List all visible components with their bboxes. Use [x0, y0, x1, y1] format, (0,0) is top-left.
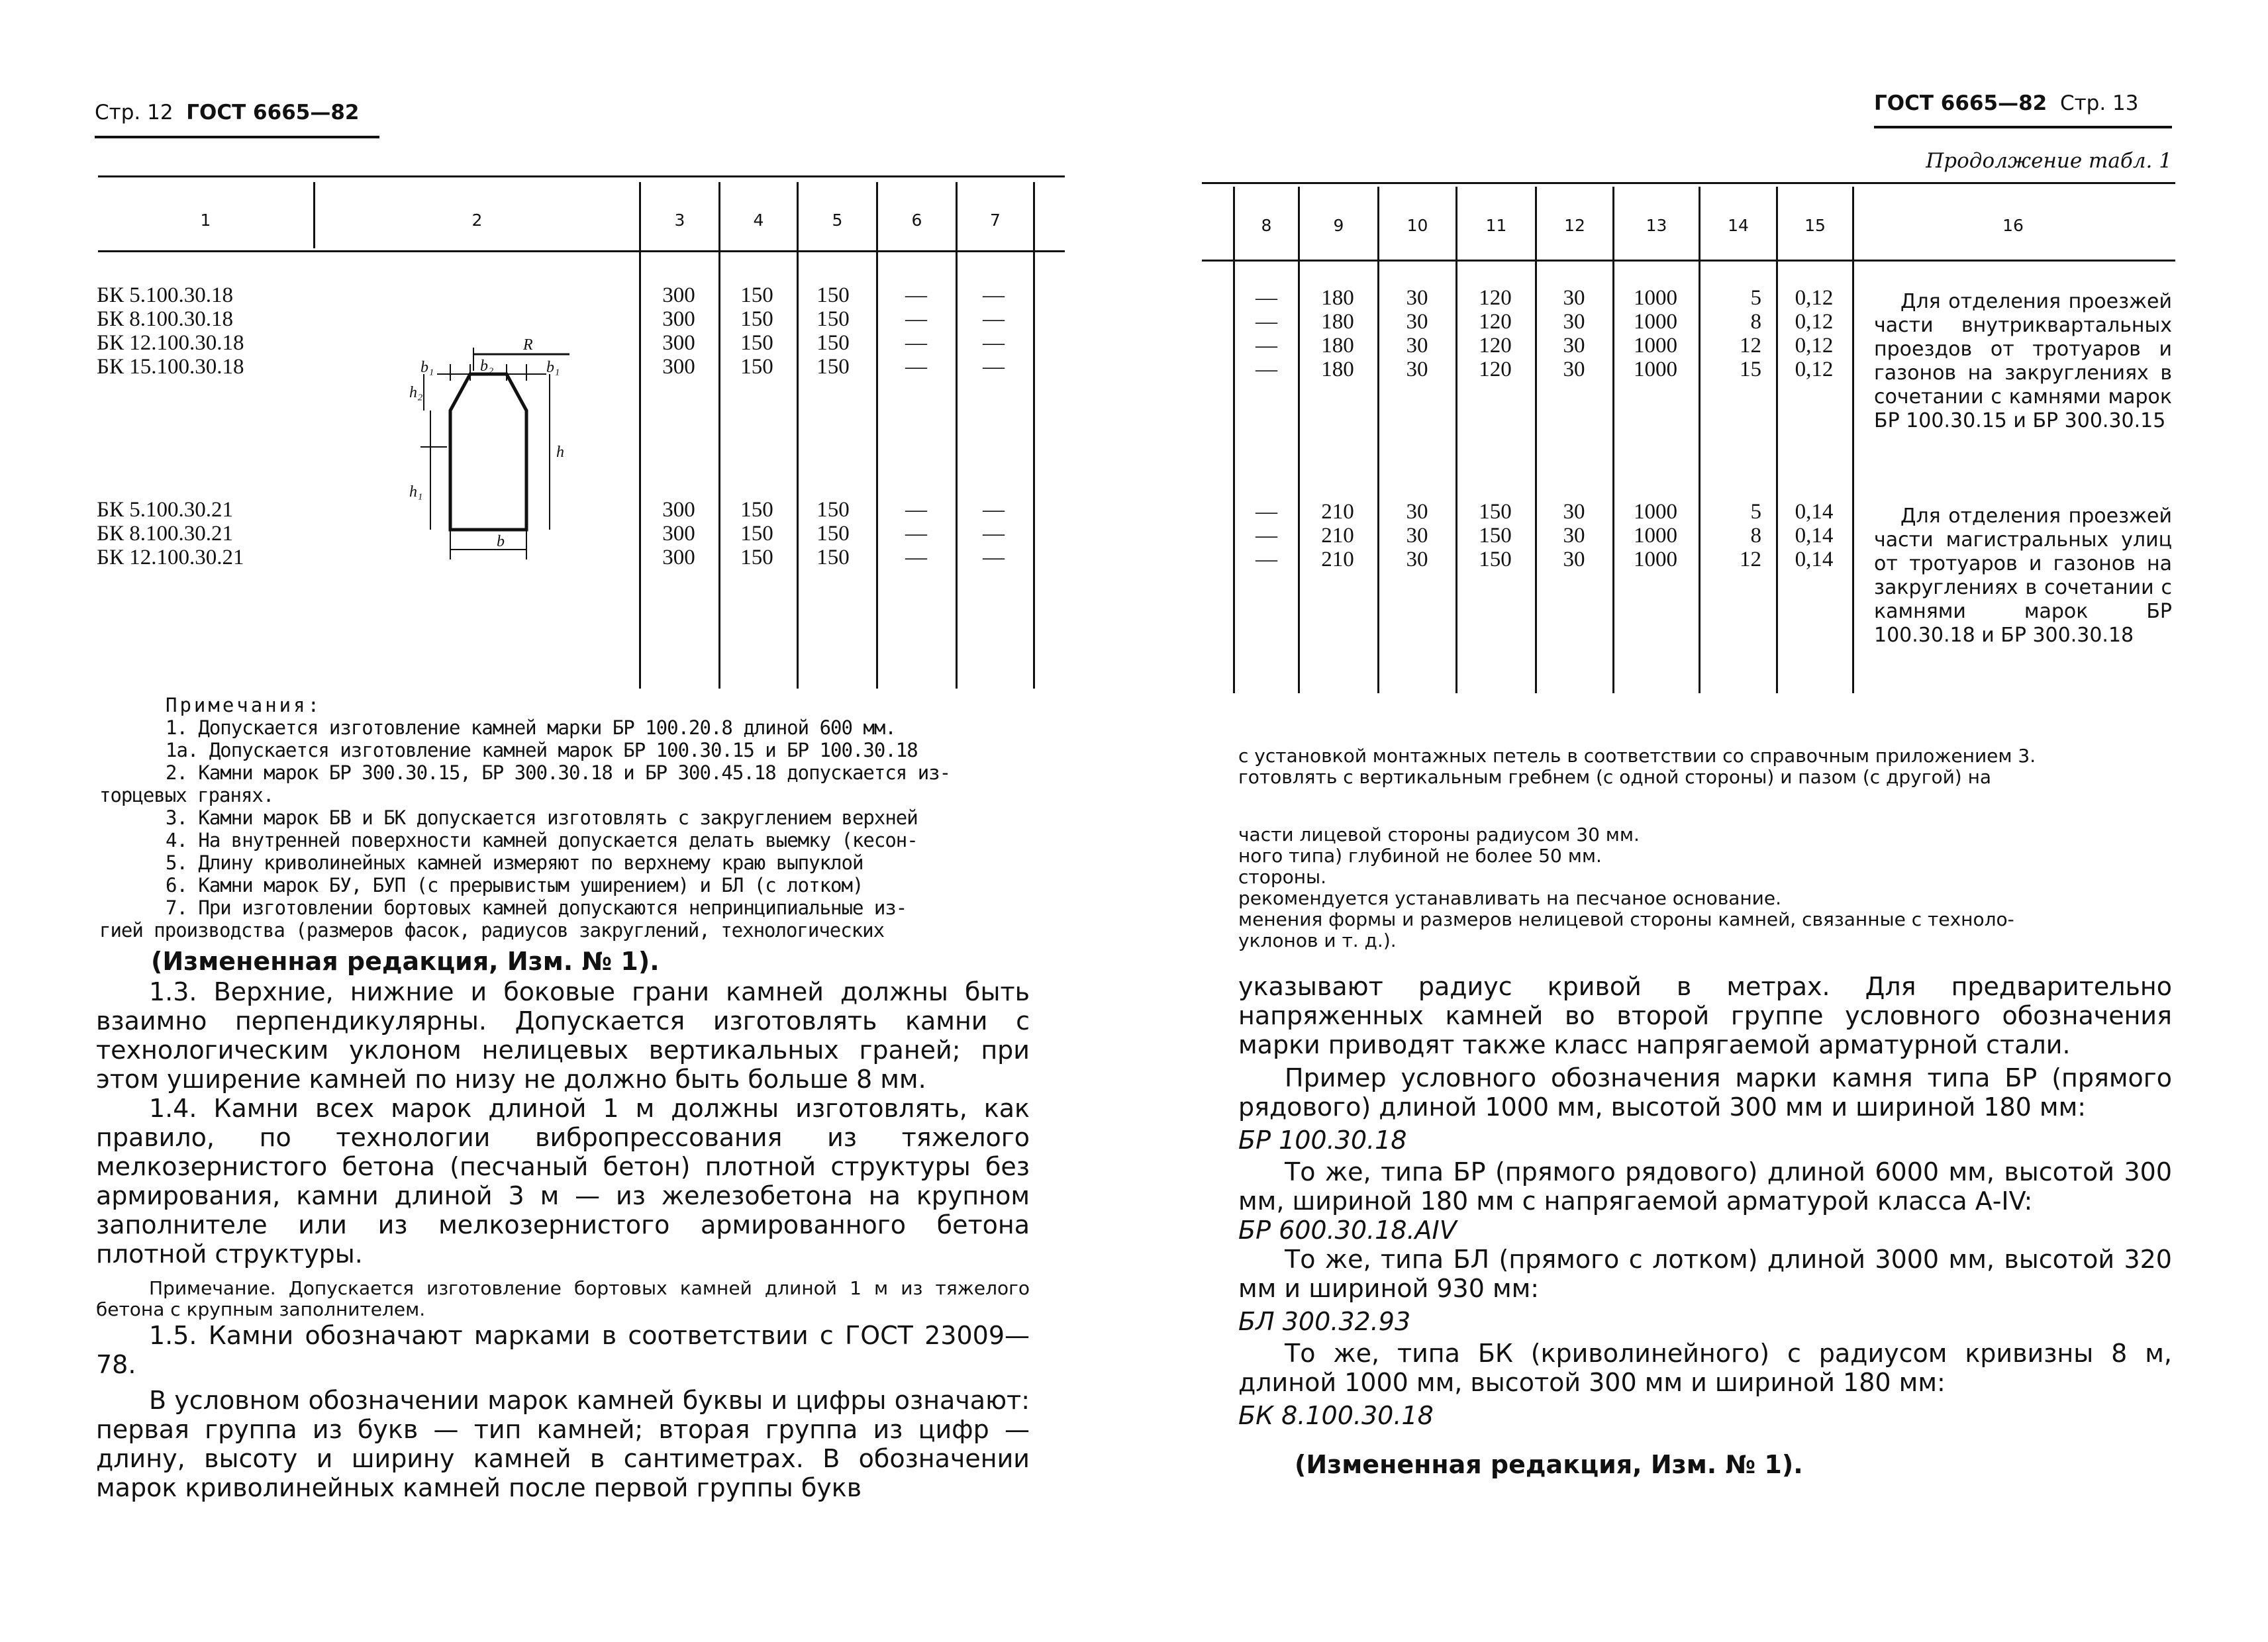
column-number: 2: [471, 211, 483, 230]
revision-note: (Измененная редакция, Изм. № 1).: [151, 947, 660, 976]
table-cell: —: [905, 283, 927, 307]
table-cell: 150: [740, 522, 773, 546]
table-top-rule: [1202, 182, 2175, 184]
main-text-left-2: [96, 1321, 1030, 1502]
drawing-label: b₁: [546, 359, 560, 376]
c10-group-1: [1391, 286, 1444, 381]
table-cell: —: [983, 307, 1005, 331]
note-line: 1. Допускается изготовление камней марки БР 100.20.8 длиной 600 мм.: [166, 716, 896, 739]
table-cell: 210: [1321, 548, 1354, 571]
table-cell: 0,12: [1795, 334, 1834, 358]
notes-title: Примечания:: [166, 694, 322, 716]
column-number: 1: [200, 211, 211, 230]
table-cell: 0,14: [1795, 524, 1834, 548]
right-gost-label: ГОСТ 6665—82: [1874, 91, 2047, 115]
table-cell: БК 5.100.30.21: [97, 498, 233, 522]
paragraph: То же, типа БЛ (прямого с лотком) длиной 3000 мм, высотой 320 мм и шириной 930 мм:: [1238, 1245, 2172, 1303]
c15-group-2: [1786, 500, 1842, 571]
table-cell: 8: [1750, 310, 1761, 334]
table-cell: 30: [1406, 334, 1428, 358]
drawing-label: b₁: [420, 359, 434, 376]
c14-group-1: [1708, 286, 1761, 381]
note-line: части лицевой стороны радиусом 30 мм.: [1238, 824, 1640, 845]
c7-group-2: [969, 498, 1018, 569]
table-cell: 210: [1321, 500, 1354, 524]
table-cell: 120: [1479, 358, 1512, 381]
note-line: уклонов и т. д.).: [1238, 930, 1397, 951]
paragraph: 1.3. Верхние, нижние и боковые грани камней должны быть взаимно перпендикулярны. Допускается изготовлять камни с технологическим уклоном нелицевых вертикальных граней; при этом уширение камней по низу не должно быть больше 8 мм.: [96, 977, 1030, 1094]
table-cell: 150: [816, 307, 850, 331]
example-intro: Пример условного обозначения марки камня типа БР (прямого рядового) длиной 1000 мм, высотой 300 мм и шириной 180 мм:: [1238, 1063, 2172, 1122]
main-text-right: [1238, 972, 2172, 1430]
col-divider: [1233, 187, 1235, 693]
table-cell: 30: [1563, 358, 1585, 381]
table-cell: 12: [1740, 548, 1761, 571]
cross-section-drawing: [371, 331, 583, 576]
note-line: ного типа) глубиной не более 50 мм.: [1238, 845, 1602, 867]
col-divider: [1776, 187, 1778, 693]
table-cell: 150: [816, 331, 850, 355]
table-cell: 210: [1321, 524, 1354, 548]
table-cell: 5: [1750, 500, 1761, 524]
drawing-label: R: [523, 336, 533, 354]
drawing-label: h: [556, 444, 564, 461]
c6-group-2: [891, 498, 941, 569]
column-number: 11: [1485, 216, 1507, 235]
column-number: 10: [1406, 216, 1428, 235]
table-cell: 150: [816, 498, 850, 522]
notes-continuation-1: [1238, 746, 2172, 788]
table-cell: —: [1256, 524, 1277, 548]
table-cell: 30: [1406, 310, 1428, 334]
right-page-number: Стр. 13: [2059, 91, 2139, 115]
note-line: 1а. Допускается изготовление камней марок БР 100.30.15 и БР 100.30.18: [166, 739, 918, 761]
table-cell: 0,14: [1795, 548, 1834, 571]
table-cell: —: [983, 331, 1005, 355]
table-cell: —: [983, 355, 1005, 379]
drawing-label: b: [497, 533, 505, 550]
table-cell: БК 12.100.30.18: [97, 331, 244, 355]
table-cell: —: [1256, 548, 1277, 571]
table-cell: 120: [1479, 334, 1512, 358]
table-cell: 5: [1750, 286, 1761, 310]
table-cell: 1000: [1634, 334, 1677, 358]
table-cell: —: [905, 331, 927, 355]
table-cell: 150: [1479, 548, 1512, 571]
table-cell: 300: [662, 307, 695, 331]
c3-group-1: [652, 283, 705, 379]
table-header-rule: [1202, 260, 2175, 262]
c5-group-2: [807, 498, 860, 569]
table-cell: 180: [1321, 358, 1354, 381]
table-cell: —: [905, 355, 927, 379]
note-line: с установкой монтажных петель в соответствии со справочным приложением 3.: [1238, 745, 2036, 767]
table-cell: 12: [1740, 334, 1761, 358]
marks-group-1: [97, 283, 244, 379]
table-cell: —: [905, 546, 927, 569]
table-cell: —: [983, 283, 1005, 307]
c4-group-1: [730, 283, 783, 379]
col-divider: [1033, 182, 1035, 689]
column-number: 4: [753, 211, 764, 230]
table-cell: БК 12.100.30.21: [97, 546, 244, 569]
table-cell: 120: [1479, 286, 1512, 310]
col-divider: [956, 182, 958, 689]
example-mark-3: БЛ 300.32.93: [1238, 1307, 1411, 1336]
table-cell: —: [1256, 334, 1277, 358]
table-cell: —: [983, 546, 1005, 569]
table-cell: 180: [1321, 286, 1354, 310]
table-cell: 30: [1406, 548, 1428, 571]
c10-group-2: [1391, 500, 1444, 571]
column-number: 13: [1646, 216, 1667, 235]
table-cell: 30: [1406, 286, 1428, 310]
note-line: 4. На внутренней поверхности камней допускается делать выемку (кесон-: [166, 829, 918, 851]
table-cell: 180: [1321, 334, 1354, 358]
c3-group-2: [652, 498, 705, 569]
table-cell: 1000: [1634, 358, 1677, 381]
drawing-label: b₂: [480, 358, 494, 375]
table-cell: 30: [1563, 548, 1585, 571]
table-cell: —: [1256, 310, 1277, 334]
c12-group-1: [1548, 286, 1601, 381]
c7-group-1: [969, 283, 1018, 379]
table-cell: 0,14: [1795, 500, 1834, 524]
paragraph: В условном обозначении марок камней буквы и цифры означают: первая группа из букв — тип камней; вторая группа из цифр — длину, высоту и ширину камней в сантиметрах. В обозначении марок криволинейных камней после первой группы букв: [96, 1386, 1030, 1502]
col-divider: [1852, 187, 1854, 693]
table-cell: 30: [1563, 500, 1585, 524]
col-divider: [718, 182, 720, 689]
header-underline: [95, 136, 379, 138]
table-cell: 300: [662, 283, 695, 307]
table-cell: 1000: [1634, 286, 1677, 310]
table-cell: 30: [1563, 310, 1585, 334]
column-number: 12: [1564, 216, 1585, 235]
table-cell: 150: [740, 355, 773, 379]
table-top-rule: [98, 175, 1065, 177]
table-cell: 150: [816, 546, 850, 569]
c12-group-2: [1548, 500, 1601, 571]
c11-group-2: [1469, 500, 1522, 571]
c14-group-2: [1708, 500, 1761, 571]
column-number: 3: [674, 211, 685, 230]
paragraph: 1.5. Камни обозначают марками в соответствии с ГОСТ 23009—78.: [96, 1321, 1030, 1379]
table-cell: 30: [1406, 500, 1428, 524]
col-divider: [1455, 187, 1457, 693]
table-cell: 150: [1479, 500, 1512, 524]
c8-group-1: [1238, 286, 1295, 381]
purpose-group-1: Для отделения проезжей части внутриквартальных проездов от тротуаров и газонов на закруглениях в сочетании с камнями марок БР 100.30.15 и БР 300.30.15: [1874, 290, 2172, 432]
table-cell: 30: [1406, 358, 1428, 381]
note-line: 7. При изготовлении бортовых камней допускаются непринципиальные из-: [166, 896, 907, 919]
right-page-header: [1874, 91, 2138, 115]
note-line: менения формы и размеров нелицевой стороны камней, связанные с техноло-: [1238, 908, 2014, 930]
table-cell: 30: [1563, 524, 1585, 548]
table-cell: —: [983, 522, 1005, 546]
table-cell: 150: [816, 283, 850, 307]
col-divider: [1612, 187, 1614, 693]
col-divider: [639, 182, 641, 689]
note-line: 3. Камни марок БВ и БК допускается изготовлять с закруглением верхней: [166, 806, 918, 829]
note-line: торцевых гранях.: [99, 784, 274, 806]
table-cell: 1000: [1634, 524, 1677, 548]
c13-group-2: [1622, 500, 1689, 571]
paragraph: То же, типа БК (криволинейного) с радиусом кривизны 8 м, длиной 1000 мм, высотой 300 мм и шириной 180 мм:: [1238, 1339, 2172, 1397]
note-line: 6. Камни марок БУ, БУП (с прерывистым уширением) и БЛ (с лотком): [166, 874, 863, 896]
note-line: 2. Камни марок БР 300.30.15, БР 300.30.18 и БР 300.45.18 допускается из-: [166, 761, 951, 784]
table-cell: 120: [1479, 310, 1512, 334]
drawing-label: h₁: [409, 483, 423, 501]
col-divider: [876, 182, 878, 689]
note-line: стороны.: [1238, 866, 1327, 888]
column-number: 5: [832, 211, 843, 230]
paragraph: указывают радиус кривой в метрах. Для предварительно напряженных камней во второй группе условного обозначения марки приводят также класс напрягаемой арматурной стали.: [1238, 972, 2172, 1059]
c4-group-2: [730, 498, 783, 569]
notes-continuation-2: [1238, 824, 2172, 951]
table-cell: 150: [740, 307, 773, 331]
column-number: 6: [911, 211, 922, 230]
col-divider: [1535, 187, 1537, 693]
column-number: 15: [1804, 216, 1826, 235]
column-number: 16: [2002, 216, 2024, 235]
example-mark-1: БР 100.30.18: [1238, 1126, 1407, 1155]
table-cell: 0,12: [1795, 286, 1834, 310]
col-divider: [797, 182, 799, 689]
c9-group-2: [1311, 500, 1364, 571]
c15-group-1: [1786, 286, 1842, 381]
col-divider: [1298, 187, 1300, 693]
table-cell: —: [905, 307, 927, 331]
table-cell: —: [1256, 500, 1277, 524]
table-cell: 300: [662, 498, 695, 522]
notes-block: [99, 694, 951, 942]
column-number: 8: [1261, 216, 1272, 235]
note-line: 5. Длину криволинейных камней измеряют по верхнему краю выпуклой: [166, 851, 863, 874]
table-cell: 150: [1479, 524, 1512, 548]
c9-group-1: [1311, 286, 1364, 381]
paragraph: То же, типа БР (прямого рядового) длиной 6000 мм, высотой 300 мм, шириной 180 мм с напрягаемой арматурой класса А-IV:: [1238, 1157, 2172, 1216]
purpose-group-2: Для отделения проезжей части магистральных улиц от тротуаров и газонов на закруглениях в сочетании с камнями марок БР 100.30.18 и БР 300.30.18: [1874, 505, 2172, 647]
table-cell: 8: [1750, 524, 1761, 548]
table-cell: БК 5.100.30.18: [97, 283, 233, 307]
table-cell: 300: [662, 522, 695, 546]
main-text-left: [96, 977, 1030, 1269]
continuation-label: Продолжение табл. 1: [1926, 149, 2172, 173]
column-number: 9: [1333, 216, 1344, 235]
table-cell: —: [1256, 286, 1277, 310]
left-page-header: [95, 101, 359, 124]
note-2: Примечание. Допускается изготовление бортовых камней длиной 1 м из тяжелого бетона с крупным заполнителем.: [96, 1277, 1030, 1320]
paragraph: 1.4. Камни всех марок длиной 1 м должны изготовлять, как правило, по технологии вибропрессования из тяжелого мелкозернистого бетона (песчаный бетон) плотной структуры без армирования, камни длиной 3 м — из железобетона на крупном заполнителе или из мелкозернистого армированного бетона плотной структуры.: [96, 1094, 1030, 1269]
column-number: 14: [1728, 216, 1749, 235]
paragraph: [1238, 1063, 2172, 1122]
table-cell: 300: [662, 546, 695, 569]
table-cell: 300: [662, 331, 695, 355]
marks-group-2: [97, 498, 244, 569]
table-cell: 150: [740, 498, 773, 522]
table-cell: 1000: [1634, 548, 1677, 571]
revision-note-right: (Измененная редакция, Изм. № 1).: [1295, 1450, 1803, 1479]
table-cell: —: [905, 498, 927, 522]
table-cell: 150: [740, 546, 773, 569]
header-underline: [1874, 126, 2172, 128]
col-divider: [1699, 187, 1701, 693]
example-mark-2: БР 600.30.18.AIV: [1238, 1216, 1457, 1245]
table-cell: 1000: [1634, 310, 1677, 334]
table-cell: 150: [816, 355, 850, 379]
table-cell: 0,12: [1795, 358, 1834, 381]
table-cell: 150: [740, 331, 773, 355]
table-header-rule: [98, 250, 1065, 252]
table-cell: БК 8.100.30.18: [97, 307, 233, 331]
note-line: готовлять с вертикальным гребнем (с одной стороны) и пазом (с другой) на: [1238, 766, 1992, 788]
table-cell: 300: [662, 355, 695, 379]
left-page-number: Стр. 12: [95, 101, 173, 124]
table-cell: БК 8.100.30.21: [97, 522, 233, 546]
c13-group-1: [1622, 286, 1689, 381]
table-cell: —: [1256, 358, 1277, 381]
left-gost-label: ГОСТ 6665—82: [186, 101, 360, 124]
table-cell: 30: [1563, 286, 1585, 310]
note-line: гией производства (размеров фасок, радиусов закруглений, технологических: [99, 919, 885, 942]
table-cell: 0,12: [1795, 310, 1834, 334]
note-line: рекомендуется устанавливать на песчаное основание.: [1238, 887, 1781, 909]
table-cell: —: [905, 522, 927, 546]
drawing-label: h₂: [409, 384, 423, 401]
table-cell: 30: [1563, 334, 1585, 358]
table-cell: 150: [816, 522, 850, 546]
table-cell: 30: [1406, 524, 1428, 548]
c6-group-1: [891, 283, 941, 379]
table-cell: БК 15.100.30.18: [97, 355, 244, 379]
table-cell: 15: [1740, 358, 1761, 381]
c5-group-1: [807, 283, 860, 379]
column-number: 7: [990, 211, 1001, 230]
c11-group-1: [1469, 286, 1522, 381]
table-cell: 180: [1321, 310, 1354, 334]
table-cell: —: [983, 498, 1005, 522]
col-divider: [1377, 187, 1379, 693]
table-cell: 1000: [1634, 500, 1677, 524]
table-cell: 150: [740, 283, 773, 307]
example-mark-4: БК 8.100.30.18: [1238, 1401, 1434, 1430]
c8-group-2: [1238, 500, 1295, 571]
